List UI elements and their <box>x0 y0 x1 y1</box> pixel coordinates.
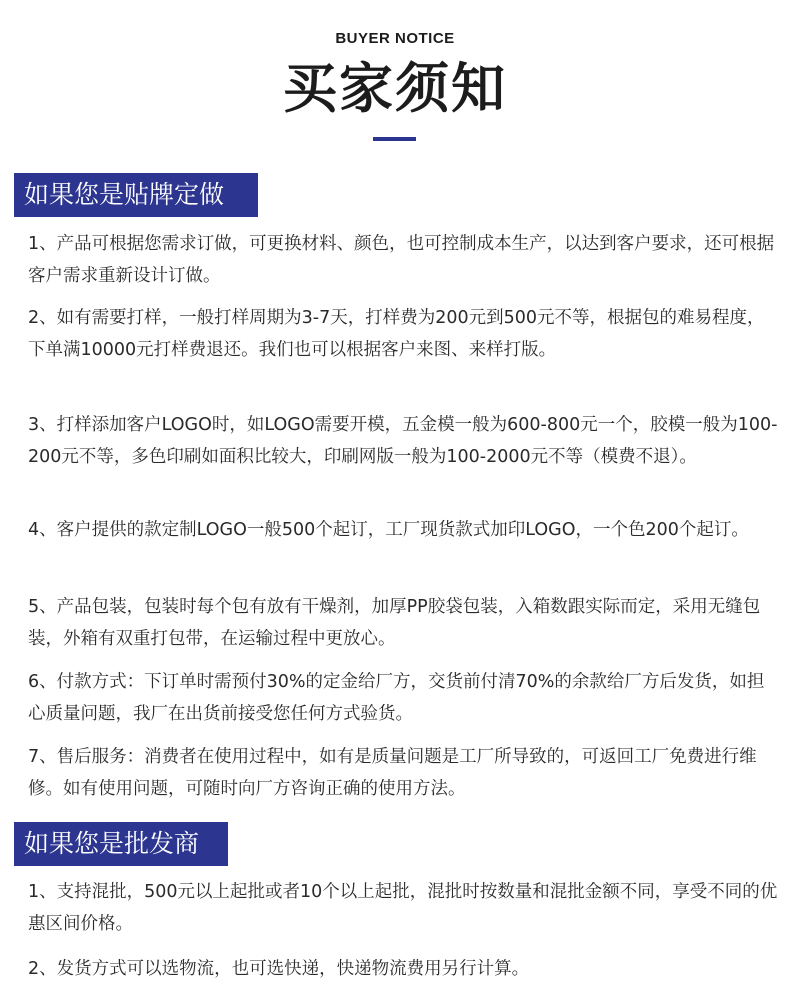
oem-notice-item-5: 5、产品包装，包装时每个包有放有干燥剂，加厚PP胶袋包装，入箱数跟实际而定，采用无缝包装，外箱有双重打包带，在运输过程中更放心。 <box>28 597 761 649</box>
oem-notice-item-7: 7、售后服务：消费者在使用过程中，如有是质量问题是工厂所导致的，可返回工厂免费进行维修。如有使用问题，可随时向厂方咨询正确的使用方法。 <box>28 747 757 799</box>
page-subtitle: BUYER NOTICE <box>335 30 455 47</box>
wholesale-notice-item-2: 2、发货方式可以选物流，也可选快递，快递物流费用另行计算。 <box>28 959 530 979</box>
section-heading-wholesale: 如果您是批发商 <box>14 822 228 866</box>
wholesale-notice-item-1: 1、支持混批，500元以上起批或者10个以上起批，混批时按数量和混批金额不同，享受不同的优惠区间价格。 <box>28 882 778 934</box>
oem-notice-item-2: 2、如有需要打样，一般打样周期为3-7天，打样费为200元到500元不等，根据包的难易程度，下单满10000元打样费退还。我们也可以根据客户来图、来样打版。 <box>28 308 765 360</box>
oem-notice-item-4: 4、客户提供的款定制LOGO一般500个起订，工厂现货款式加印LOGO，一个色200个起订。 <box>28 520 749 540</box>
oem-notice-item-6: 6、付款方式：下订单时需预付30%的定金给厂方，交货前付清70%的余款给厂方后发货，如担心质量问题，我厂在出货前接受您任何方式验货。 <box>28 672 765 724</box>
title-underline-divider <box>373 137 416 141</box>
section-heading-oem: 如果您是贴牌定做 <box>14 173 258 217</box>
oem-notice-item-3: 3、打样添加客户LOGO时，如LOGO需要开模，五金模一般为600-800元一个，胶模一般为100-200元不等，多色印刷如面积比较大，印刷网版一般为100-2000元不等（模费不退）。 <box>28 415 778 467</box>
oem-notice-item-1: 1、产品可根据您需求订做，可更换材料、颜色，也可控制成本生产，以达到客户要求，还可根据客户需求重新设计订做。 <box>28 234 775 286</box>
page-title: 买家须知 <box>283 57 507 120</box>
